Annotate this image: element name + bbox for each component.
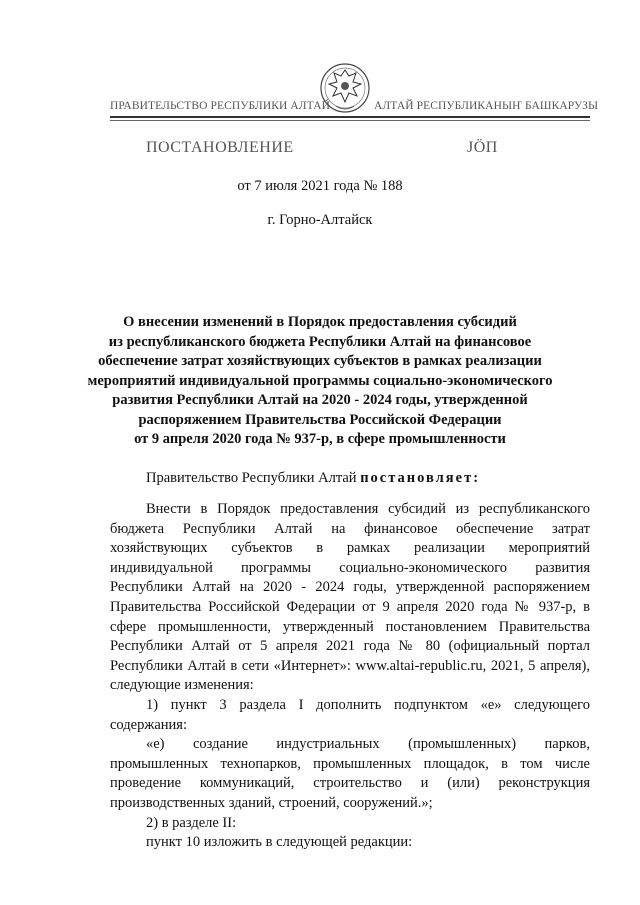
paragraph: «е) создание индустриальных (промышленных) парков, промышленных технопарков, промышленных площадок, в том числе проведение коммуникаций, строительство и (или) реконструкция производственных зданий, строений, сооружений.»; xyxy=(110,736,590,811)
header-rule xyxy=(110,116,590,118)
header-org-right: АЛТАЙ РЕСПУБЛИКАНЫҤ БАШКАРУЗЫ xyxy=(374,100,599,112)
title-line: обеспечение затрат хозяйствующих субъектов в рамках реализации xyxy=(98,353,542,369)
date-number: от 7 июля 2021 года № 188 xyxy=(237,178,403,194)
title-line: от 9 апреля 2020 года № 937-р, в сфере промышленности xyxy=(134,431,506,447)
intro-line xyxy=(146,470,480,487)
title-line: из республиканского бюджета Республики Алтай на финансовое xyxy=(108,333,532,350)
header-rule-thin xyxy=(110,120,590,121)
header-org-left: ПРАВИТЕЛЬСТВО РЕСПУБЛИКИ АЛТАЙ xyxy=(110,100,331,112)
title-line: распоряжением Правительства Российской Федерации xyxy=(138,411,502,428)
intro-prefix: Правительство Республики Алтай xyxy=(146,470,357,486)
intro-verb: постановляет: xyxy=(360,470,481,486)
city: г. Горно-Алтайск xyxy=(267,212,373,228)
doc-type-alt: ЈӦП xyxy=(467,139,498,156)
paragraph: 2) в разделе II: xyxy=(146,814,237,831)
paragraph: пункт 10 изложить в следующей редакции: xyxy=(146,834,413,851)
title-line: О внесении изменений в Порядок предоставления субсидий xyxy=(123,314,517,330)
doc-type-ru: ПОСТАНОВЛЕНИЕ xyxy=(146,139,294,156)
paragraph: 1) пункт 3 раздела I дополнить подпунктом «е» следующего содержания: xyxy=(110,696,590,733)
body-text xyxy=(110,500,590,853)
document-title xyxy=(60,313,580,450)
title-line: развития Республики Алтай на 2020 - 2024 годы, утвержденной xyxy=(112,392,528,408)
title-line: мероприятий индивидуальной программы социально-экономического xyxy=(87,372,553,389)
paragraph: Внести в Порядок предоставления субсидий из республиканского бюджета Республики Алтай на финансовое обеспечение затрат хозяйствующих субъектов в рамках реализации мероприятий индивидуальной программы социально-экономического развития Республики Алтай на 2020 - 2024 годы, утвержденной распоряжением Правительства Российской Федерации от 9 апреля 2020 года № 937-р, в сфере промышленности, утвержденный постановлением Правительства Республики Алтай от 5 апреля 2021 года № 80 (официальный портал Республики Алтай в сети «Интернет»: www.altai-republic.ru, 2021, 5 апреля), следующие изменения: xyxy=(110,501,590,694)
